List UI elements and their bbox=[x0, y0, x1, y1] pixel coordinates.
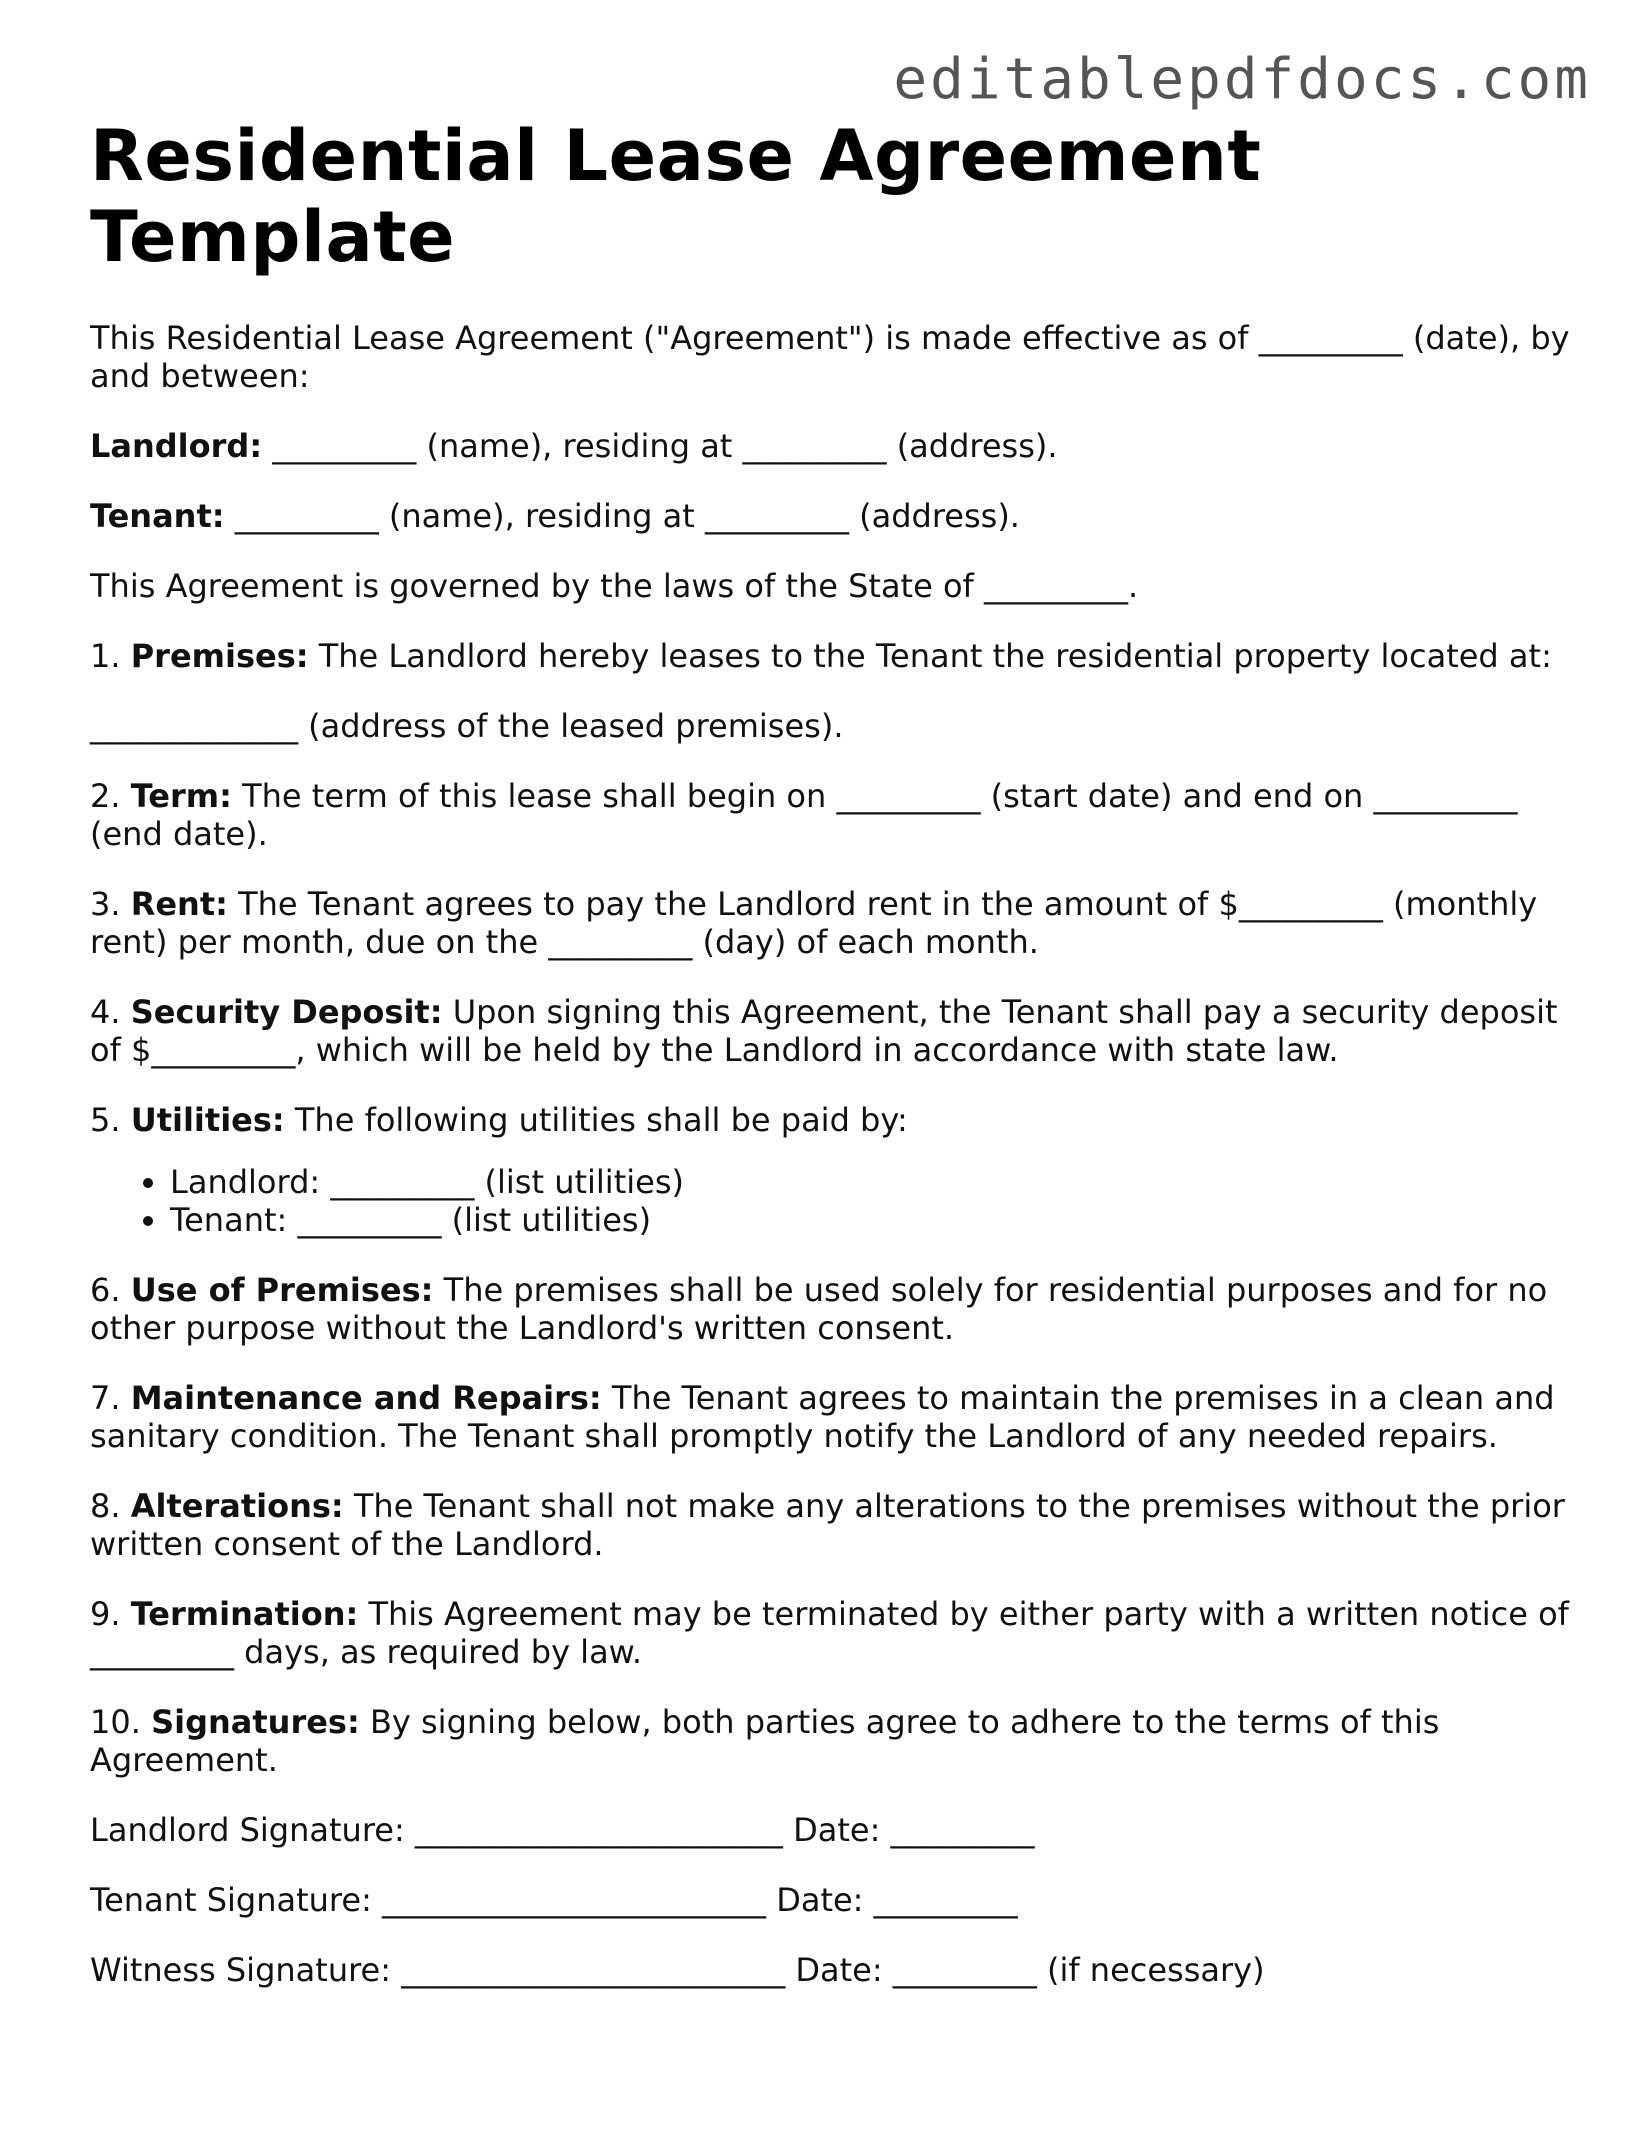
section-text: The following utilities shall be paid by: bbox=[284, 1101, 908, 1139]
section-heading: Alterations: bbox=[130, 1487, 344, 1525]
witness-signature-line: Witness Signature: ________________________ Date: _________ (if necessary) bbox=[90, 1951, 1265, 1989]
section-text: This Agreement may be terminated by either party with a written notice of _________ days, as required by law. bbox=[90, 1595, 1569, 1671]
section-heading: Premises: bbox=[130, 637, 309, 675]
governing-law: This Agreement is governed by the laws of the State of _________. bbox=[90, 567, 1139, 605]
section-signatures bbox=[90, 1703, 1570, 1779]
landlord-line bbox=[90, 427, 1570, 465]
section-text: The term of this lease shall begin on _________ (start date) and end on _________ (end date). bbox=[90, 777, 1518, 853]
section-number: 5. bbox=[90, 1101, 131, 1139]
premises-address-line: _____________ (address of the leased premises). bbox=[90, 707, 844, 745]
tenant-text: _________ (name), residing at _________ (address). bbox=[224, 497, 1020, 535]
document-body bbox=[90, 116, 1570, 2021]
section-heading: Use of Premises: bbox=[130, 1271, 434, 1309]
list-item: • Landlord: _________ (list utilities) bbox=[170, 1163, 1570, 1201]
section-termination bbox=[90, 1595, 1570, 1671]
section-number: 1. bbox=[90, 637, 131, 675]
watermark: editablepdfdocs.com bbox=[893, 47, 1591, 112]
section-heading: Term: bbox=[130, 777, 232, 815]
intro-paragraph: This Residential Lease Agreement ("Agreement") is made effective as of _________ (date), by and between: bbox=[90, 319, 1570, 395]
section-number: 10. bbox=[90, 1703, 152, 1741]
section-text: The Landlord hereby leases to the Tenant the residential property located at: bbox=[308, 637, 1552, 675]
landlord-signature-line: Landlord Signature: _______________________ Date: _________ bbox=[90, 1811, 1035, 1849]
section-number: 6. bbox=[90, 1271, 131, 1309]
section-heading: Termination: bbox=[130, 1595, 359, 1633]
section-number: 3. bbox=[90, 885, 131, 923]
section-number: 7. bbox=[90, 1379, 131, 1417]
landlord-text: _________ (name), residing at _________ (address). bbox=[262, 427, 1058, 465]
section-heading: Security Deposit: bbox=[130, 993, 443, 1031]
section-number: 8. bbox=[90, 1487, 131, 1525]
section-number: 2. bbox=[90, 777, 131, 815]
tenant-line bbox=[90, 497, 1570, 535]
section-heading: Signatures: bbox=[151, 1703, 360, 1741]
section-use-of-premises bbox=[90, 1271, 1570, 1347]
section-heading: Rent: bbox=[130, 885, 228, 923]
tenant-signature-line: Tenant Signature: ________________________ Date: _________ bbox=[90, 1881, 1018, 1919]
section-text: The Tenant agrees to pay the Landlord rent in the amount of $_________ (monthly rent) per month, due on the _________ (day) of each month. bbox=[90, 885, 1538, 961]
section-text: By signing below, both parties agree to adhere to the terms of this Agreement. bbox=[90, 1703, 1440, 1779]
utilities-list bbox=[90, 1163, 1570, 1239]
section-term bbox=[90, 777, 1570, 853]
section-alterations bbox=[90, 1487, 1570, 1563]
section-maintenance bbox=[90, 1379, 1570, 1455]
section-premises bbox=[90, 637, 1570, 675]
section-text: The Tenant agrees to maintain the premises in a clean and sanitary condition. The Tenant shall promptly notify the Landlord of any needed repairs. bbox=[90, 1379, 1555, 1455]
section-heading: Utilities: bbox=[130, 1101, 285, 1139]
section-utilities bbox=[90, 1101, 1570, 1139]
section-number: 9. bbox=[90, 1595, 131, 1633]
section-number: 4. bbox=[90, 993, 131, 1031]
section-text: Upon signing this Agreement, the Tenant shall pay a security deposit of $_________, which will be held by the Landlord in accordance with state law. bbox=[90, 993, 1558, 1069]
section-rent bbox=[90, 885, 1570, 961]
tenant-label: Tenant: bbox=[90, 497, 225, 535]
list-item: • Tenant: _________ (list utilities) bbox=[170, 1201, 1570, 1239]
section-security-deposit bbox=[90, 993, 1570, 1069]
section-text: The Tenant shall not make any alterations to the premises without the prior written consent of the Landlord. bbox=[90, 1487, 1565, 1563]
landlord-label: Landlord: bbox=[90, 427, 263, 465]
page-title: Residential Lease Agreement Template bbox=[90, 115, 1262, 278]
section-heading: Maintenance and Repairs: bbox=[130, 1379, 602, 1417]
section-text: The premises shall be used solely for residential purposes and for no other purpose without the Landlord's written consent. bbox=[90, 1271, 1548, 1347]
